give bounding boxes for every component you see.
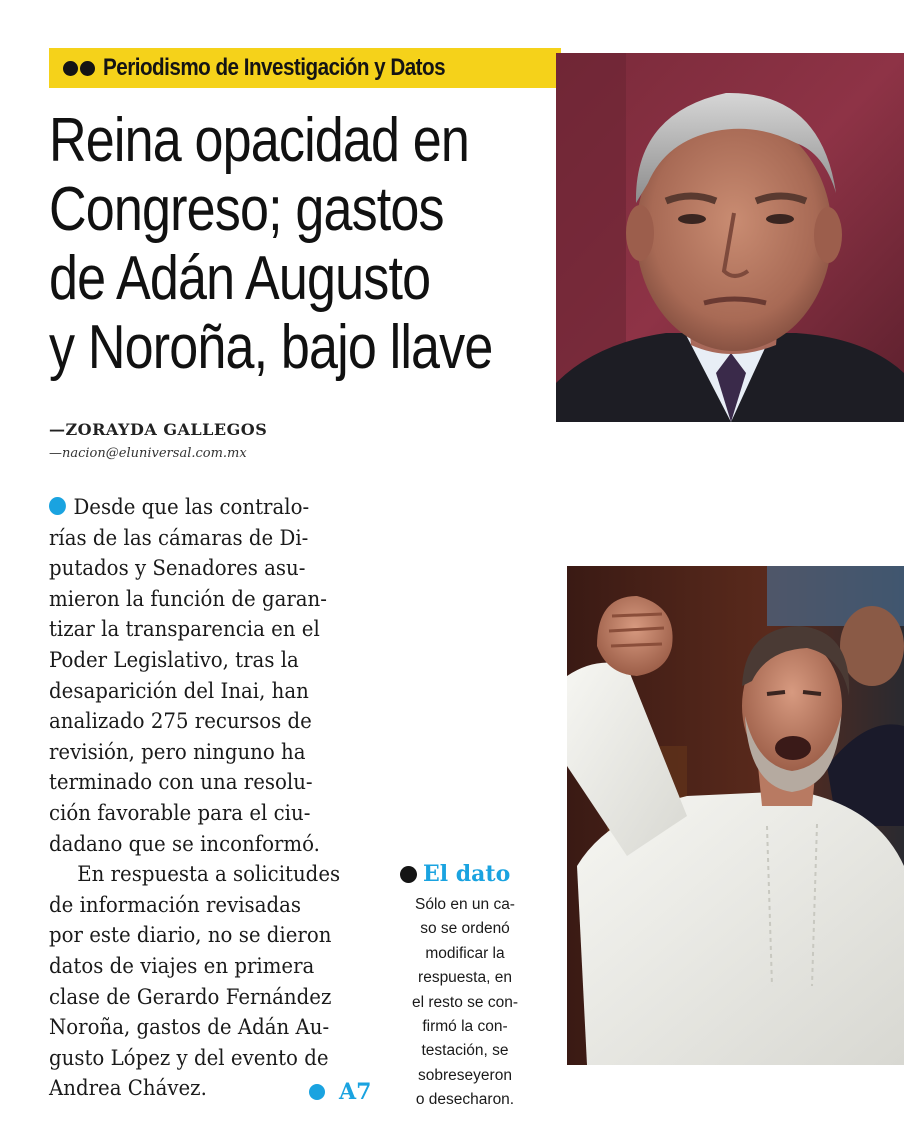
protest-photo <box>567 566 904 1065</box>
body-line: desaparición del Inai, han <box>49 678 309 703</box>
body-line: Andrea Chávez. <box>49 1076 207 1101</box>
author-email: —nacion@eluniversal.com.mx <box>49 446 247 461</box>
sidebar-title: El dato <box>400 861 530 887</box>
article-body <box>49 492 379 1104</box>
sidebar-line: respuesta, en <box>418 969 512 987</box>
body-line: gusto López y del evento de <box>49 1045 329 1070</box>
body-line: putados y Senadores asu- <box>49 556 306 581</box>
portrait-photo <box>556 53 904 422</box>
headline <box>49 106 549 382</box>
body-line: clase de Gerardo Fernández <box>49 984 332 1009</box>
body-line: Poder Legislativo, tras la <box>49 647 299 672</box>
body-line: Desde que las contralo- <box>49 492 359 523</box>
body-line: terminado con una resolu- <box>49 770 313 795</box>
body-line: tizar la transparencia en el <box>49 617 320 642</box>
sidebar-line: el resto se con- <box>412 993 518 1011</box>
sidebar-line: so se ordenó <box>420 920 510 938</box>
sidebar-line: o desecharon. <box>415 1091 515 1109</box>
double-dot-icon <box>63 61 97 76</box>
body-line: dadano que se inconformó. <box>49 831 320 856</box>
body-line: ción favorable para el ciu- <box>49 800 311 825</box>
author-byline: —ZORAYDA GALLEGOS <box>49 420 268 439</box>
headline-line: Reina opacidad en <box>49 106 470 175</box>
body-line: mieron la función de garan- <box>49 586 327 611</box>
body-line: rías de las cámaras de Di- <box>49 525 309 550</box>
headline-line: de Adán Augusto <box>49 244 431 313</box>
body-line: Noroña, gastos de Adán Au- <box>49 1015 330 1040</box>
body-line: revisión, pero ninguno ha <box>49 739 306 764</box>
sidebar-el-dato <box>400 861 530 1113</box>
body-line: analizado 275 recursos de <box>49 709 312 734</box>
body-line: de información revisadas <box>49 892 301 917</box>
body-line: En respuesta a solicitudes <box>77 862 341 887</box>
body-line: datos de viajes en primera <box>49 953 315 978</box>
black-dot-icon <box>400 866 417 883</box>
blue-dot-icon <box>49 497 66 515</box>
body-line: por este diario, no se dieron <box>49 923 332 948</box>
headline-line: y Noroña, bajo llave <box>49 313 493 382</box>
page-reference-text: A7 <box>339 1079 372 1105</box>
sidebar-line: testación, se <box>421 1042 509 1060</box>
page-reference <box>309 1079 371 1105</box>
headline-line: Congreso; gastos <box>49 175 444 244</box>
sidebar-line: firmó la con- <box>422 1018 508 1036</box>
sidebar-line: Sólo en un ca- <box>415 896 515 913</box>
sidebar-line: sobreseyeron <box>418 1066 512 1084</box>
blue-dot-icon <box>309 1084 325 1100</box>
section-kicker <box>49 48 561 88</box>
sidebar-line: modificar la <box>425 944 505 962</box>
kicker-text: Periodismo de Investigación y Datos <box>103 54 446 81</box>
sidebar-text <box>400 893 530 1113</box>
